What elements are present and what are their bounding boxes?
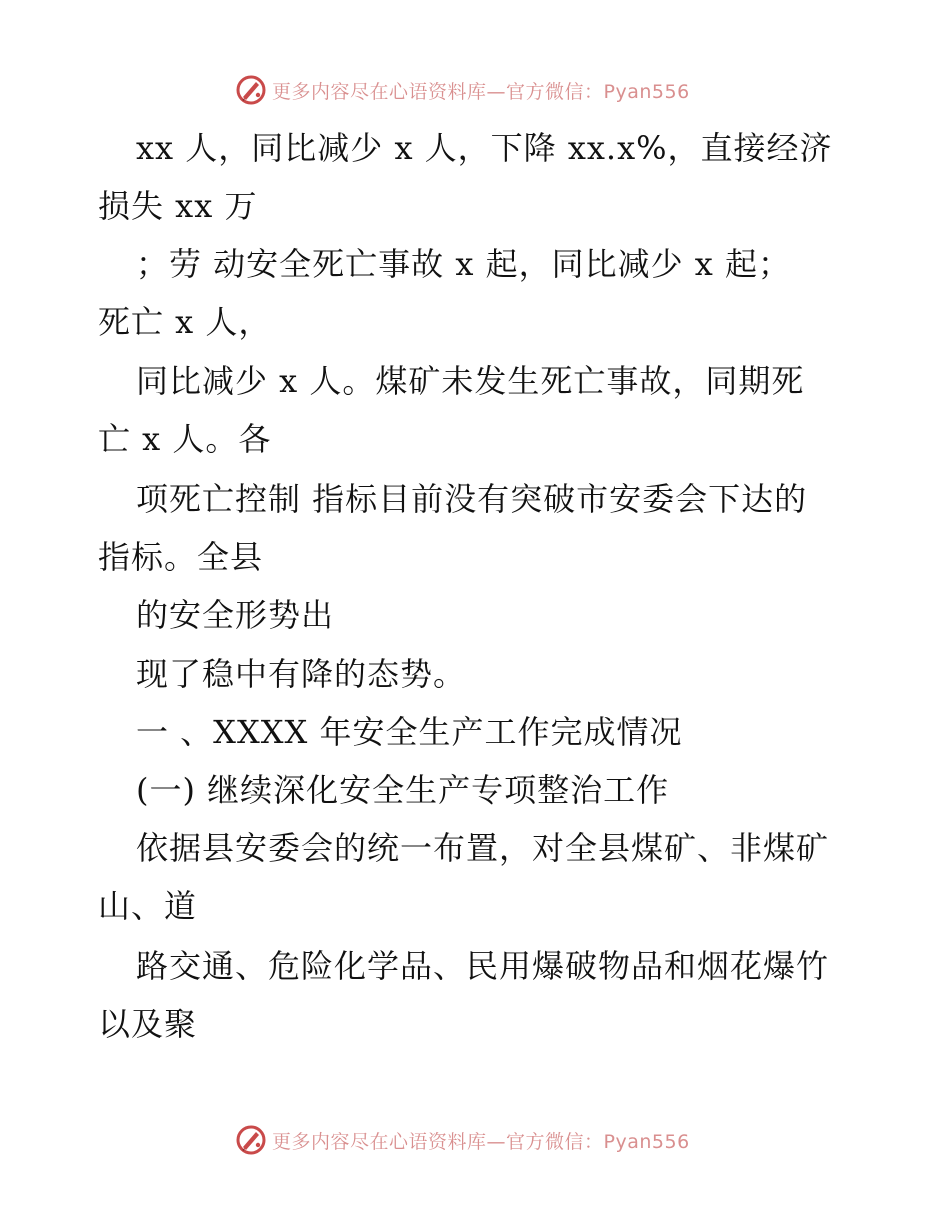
text-line: 同比减少 x 人。煤矿未发生死亡事故，同期死 [136,362,805,400]
pen-seal-logo-icon [234,73,268,107]
footer-watermark [234,1120,690,1160]
text-line: 死亡 x 人， [98,303,272,341]
text-line: ；劳 动安全死亡事故 x 起，同比减少 x 起； [136,245,791,283]
text-line: 项死亡控制 指标目前没有突破市安委会下达的 [136,480,808,518]
text-line: 路交通、危险化学品、民用爆破物品和烟花爆竹 [136,947,830,985]
text-line: 损失 xx 万 [98,187,258,225]
text-line: 现了稳中有降的态势。 [136,655,467,693]
header-watermark [234,70,690,110]
pen-seal-logo-icon [234,1123,268,1157]
text-line: 依据县安委会的统一布置，对全县煤矿、非煤矿 [136,829,830,867]
footer-watermark-text: 更多内容尽在心语资料库—官方微信：Pyan556 [272,1130,690,1153]
text-line: 亡 x 人。各 [98,420,272,458]
text-line: 的安全形势出 [136,596,335,634]
text-line: xx 人，同比减少 x 人，下降 xx.x%，直接经济 [136,129,833,167]
text-line: 指标。全县 [98,538,264,576]
header-watermark-text: 更多内容尽在心语资料库—官方微信：Pyan556 [272,80,690,103]
section-heading: 一 、XXXX 年安全生产工作完成情况 [136,713,683,751]
subsection-heading: (一) 继续深化安全生产专项整治工作 [136,771,670,809]
text-line: 以及聚 [98,1005,198,1043]
text-line: 山、道 [98,887,198,925]
